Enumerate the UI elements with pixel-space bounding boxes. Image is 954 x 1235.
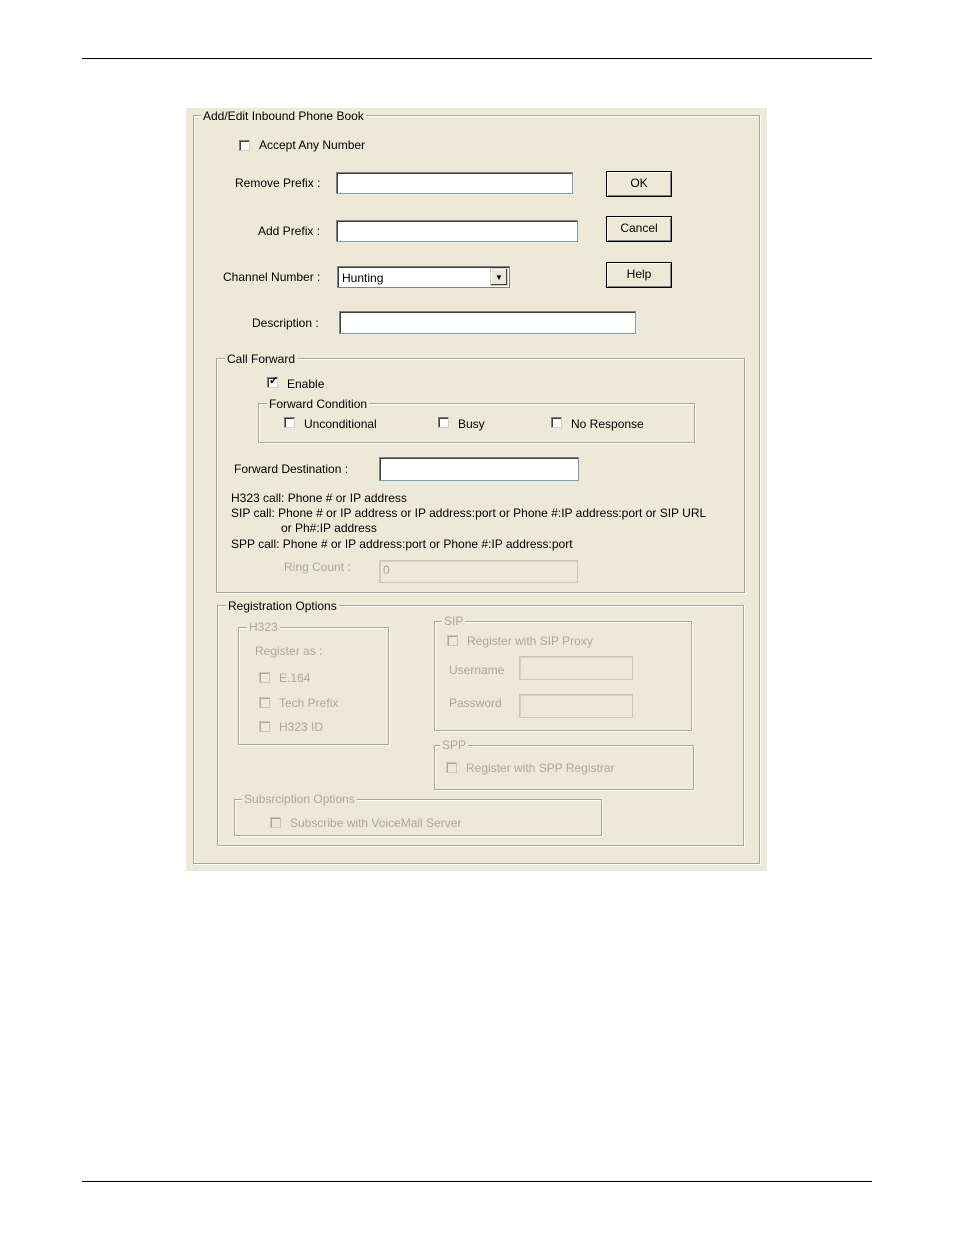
help-button[interactable]: Help <box>606 262 672 288</box>
bottom-rule <box>82 1181 872 1182</box>
h323-id-checkbox[interactable] <box>259 721 270 732</box>
username-input[interactable] <box>519 656 633 680</box>
tech-prefix-checkbox[interactable] <box>259 697 270 708</box>
register-spp-registrar-label: Register with SPP Registrar <box>466 761 615 775</box>
subscribe-voicemail-checkbox[interactable] <box>270 817 281 828</box>
e164-label: E.164 <box>279 671 311 685</box>
cancel-button[interactable]: Cancel <box>606 216 672 242</box>
forward-destination-label: Forward Destination : <box>234 462 349 476</box>
inbound-phone-book-dialog <box>186 108 767 871</box>
h323-id-label: H323 ID <box>279 720 324 734</box>
unconditional-checkbox[interactable] <box>284 417 295 428</box>
ring-count-label: Ring Count : <box>284 560 351 574</box>
register-sip-proxy-checkbox[interactable] <box>447 635 458 646</box>
ok-button[interactable]: OK <box>606 171 672 197</box>
subscribe-voicemail-label: Subscribe with VoiceMail Server <box>290 816 462 830</box>
registration-options-title: Registration Options <box>228 599 337 613</box>
e164-checkbox[interactable] <box>259 672 270 683</box>
no-response-label: No Response <box>571 417 644 431</box>
remove-prefix-input[interactable] <box>336 172 573 194</box>
busy-label: Busy <box>458 417 485 431</box>
description-label: Description : <box>252 316 319 330</box>
remove-prefix-label: Remove Prefix : <box>235 176 321 190</box>
tech-prefix-label: Tech Prefix <box>279 696 339 710</box>
register-sip-proxy-label: Register with SIP Proxy <box>467 634 593 648</box>
password-label: Password <box>449 696 502 710</box>
dialog-title: Add/Edit Inbound Phone Book <box>203 109 364 123</box>
enable-label: Enable <box>287 377 325 391</box>
top-rule <box>82 58 872 59</box>
register-as-label: Register as : <box>255 644 323 658</box>
sip-title: SIP <box>444 614 464 628</box>
add-prefix-label: Add Prefix : <box>258 224 321 238</box>
unconditional-label: Unconditional <box>304 417 377 431</box>
forward-destination-input[interactable] <box>379 457 579 481</box>
no-response-checkbox[interactable] <box>551 417 562 428</box>
ring-count-input[interactable]: 0 <box>379 560 578 583</box>
subscription-options-title: Subsrciption Options <box>244 792 355 806</box>
info-sip-continued: or Ph#:IP address <box>281 521 377 535</box>
info-sip: SIP call: Phone # or IP address or IP address:port or Phone #:IP address:port or SIP URL <box>231 506 707 520</box>
accept-any-number-label: Accept Any Number <box>259 138 366 152</box>
accept-any-number-checkbox[interactable] <box>239 140 250 151</box>
busy-checkbox[interactable] <box>438 417 449 428</box>
add-prefix-input[interactable] <box>336 220 578 242</box>
enable-checkbox[interactable]: ✓ <box>269 375 279 387</box>
h323-title: H323 <box>249 620 278 634</box>
password-input[interactable] <box>519 694 633 718</box>
forward-condition-title: Forward Condition <box>269 397 368 411</box>
info-h323: H323 call: Phone # or IP address <box>231 491 407 505</box>
call-forward-title: Call Forward <box>227 352 296 366</box>
channel-number-label: Channel Number : <box>223 270 321 284</box>
chevron-down-icon[interactable]: ▼ <box>490 268 508 286</box>
register-spp-registrar-checkbox[interactable] <box>446 762 457 773</box>
username-label: Username <box>449 663 505 677</box>
description-input[interactable] <box>339 311 636 334</box>
channel-number-select[interactable] <box>337 266 510 288</box>
channel-number-value: Hunting <box>342 271 384 285</box>
info-spp: SPP call: Phone # or IP address:port or Phone #:IP address:port <box>231 537 573 551</box>
spp-title: SPP <box>442 738 467 752</box>
